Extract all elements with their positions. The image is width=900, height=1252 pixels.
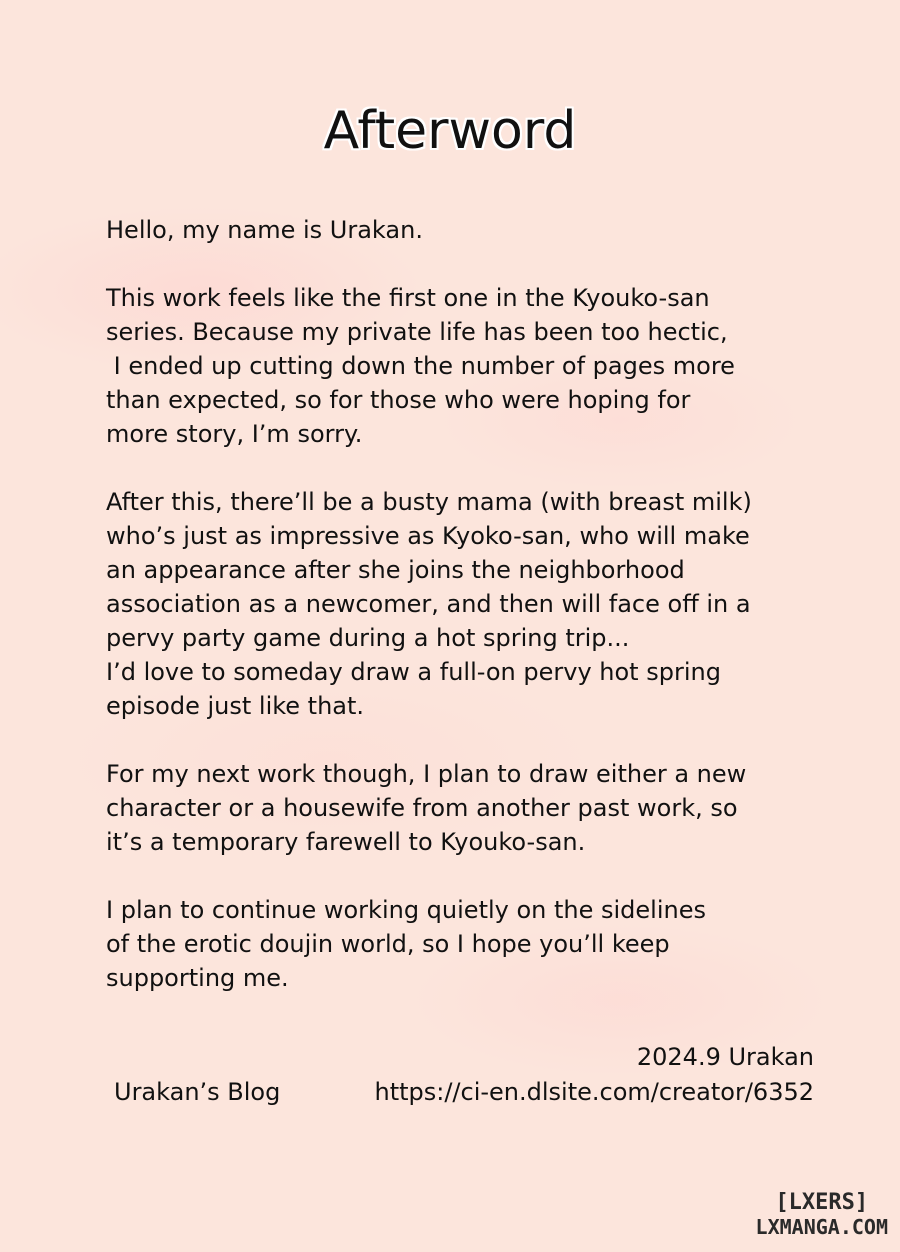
paragraph-next-work <box>106 757 826 859</box>
afterword-body <box>106 213 826 1029</box>
paragraph-future-plans <box>106 485 826 723</box>
text-line: I plan to continue working quietly on the sidelines <box>106 896 706 924</box>
text-line: supporting me. <box>106 964 289 992</box>
text-line: it’s a temporary farewell to Kyouko-san. <box>106 828 586 856</box>
text-line: I’d love to someday draw a full-on pervy hot spring <box>106 658 721 686</box>
text-line: of the erotic doujin world, so I hope you’ll keep <box>106 930 670 958</box>
text-line: episode just like that. <box>106 692 365 720</box>
paragraph-closing <box>106 893 826 995</box>
text-line: This work feels like the first one in the Kyouko-san <box>106 284 710 312</box>
text-line: who’s just as impressive as Kyoko-san, who will make <box>106 522 750 550</box>
text-line: more story, I’m sorry. <box>106 420 363 448</box>
paragraph-greeting <box>106 213 826 247</box>
paragraph-about-work <box>106 281 826 451</box>
watermark-line-2: LXMANGA.COM <box>755 1215 888 1239</box>
watermark-line-1: [LXERS] <box>775 1190 869 1215</box>
blog-url-link[interactable]: https://ci-en.dlsite.com/creator/6352 <box>374 1078 814 1106</box>
text-line: After this, there’ll be a busty mama (with breast milk) <box>106 488 752 516</box>
watermark <box>756 1190 888 1240</box>
blog-label: Urakan’s Blog <box>114 1078 281 1106</box>
text-line: an appearance after she joins the neighborhood <box>106 556 685 584</box>
text-line: association as a newcomer, and then will face off in a <box>106 590 751 618</box>
text-line: For my next work though, I plan to draw either a new <box>106 760 747 788</box>
text-line: than expected, so for those who were hoping for <box>106 386 691 414</box>
page-title: Afterword <box>323 101 577 161</box>
text-line: character or a housewife from another past work, so <box>106 794 738 822</box>
text-line: pervy party game during a hot spring trip... <box>106 624 630 652</box>
signature-date: 2024.9 Urakan <box>636 1043 814 1071</box>
text-line: Hello, my name is Urakan. <box>106 216 423 244</box>
text-line: I ended up cutting down the number of pages more <box>106 352 735 380</box>
text-line: series. Because my private life has been too hectic, <box>106 318 728 346</box>
